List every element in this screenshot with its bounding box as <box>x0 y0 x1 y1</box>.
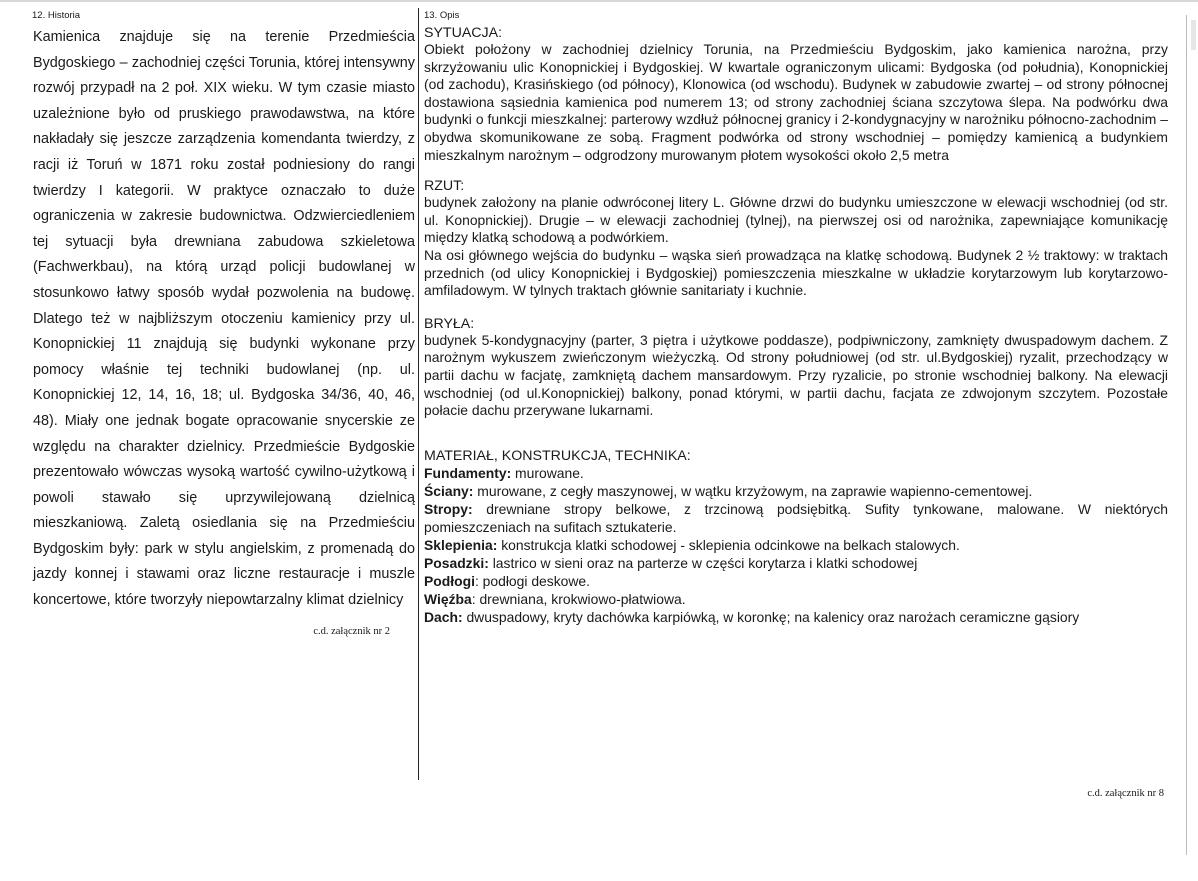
section-rzut <box>424 178 1168 300</box>
material-desc: konstrukcja klatki schodowej - sklepienia odcinkowe na belkach stalowych. <box>497 537 960 554</box>
section-text: budynek 5-kondygnacyjny (parter, 3 piętra i użytkowe poddasze), podpiwniczony, zamknięty dwuspadowym dachem. Z narożnym wykuszem zwieńczonym wieżyczką. Od strony południowej (od str. ul.Bydgoskiej) ryzalit, przechodzący w partii dachu w facjatę, zamkniętą dachem mansardowym. Przy ryzalicie, po stronie wschodniej balkony. Na elewacji wschodniej (od ul.Konopnickiej) balkony, ponad którymi, w partii dachu, facjata ze zdwojonym szczytem. Pozostałe połacie dachu przerywane lukarnami. <box>424 331 1168 419</box>
column-divider <box>418 8 419 780</box>
material-term: Posadzki: <box>424 555 489 572</box>
material-desc: : drewniana, krokwiowo-płatwiowa. <box>471 591 686 608</box>
material-row <box>424 500 1168 536</box>
material-row <box>424 464 1168 482</box>
material-row <box>424 482 1168 500</box>
material-desc: murowane. <box>511 464 584 481</box>
material-row <box>424 590 1168 608</box>
section-heading: MATERIAŁ, KONSTRUKCJA, TECHNIKA: <box>424 447 691 464</box>
section-text: budynek założony na planie odwróconej litery L. Główne drzwi do budynku umieszczone w elewacji wschodniej (od str. ul. Konopnickiej). Drugie – w elewacji zachodniej (tylnej), na pierwszej osi od narożnika, zapewniające komunikację między klatką schodową a podwórkiem. <box>424 194 1168 246</box>
history-label: 12. Historia <box>32 10 81 21</box>
section-sytuacja <box>424 25 1168 164</box>
description-column <box>424 10 1168 627</box>
description-footer-note: c.d. załącznik nr 8 <box>1087 788 1164 799</box>
material-term: Więźba <box>424 591 472 608</box>
material-row <box>424 572 1168 590</box>
material-term: Sklepienia: <box>424 537 498 554</box>
history-column <box>33 10 415 637</box>
material-desc: dwuspadowy, kryty dachówka karpiówką, w koronkę; na kalenicy oraz narożach ceramiczne gąsiory <box>462 609 1080 626</box>
material-term: Dach: <box>424 609 463 626</box>
section-material <box>424 448 1168 627</box>
material-desc: murowane, z cegły maszynowej, w wątku krzyżowym, na zaprawie wapienno-cementowej. <box>473 482 1033 499</box>
material-row <box>424 554 1168 572</box>
section-heading: RZUT: <box>424 178 465 195</box>
description-label: 13. Opis <box>424 10 460 21</box>
material-desc: lastrico w sieni oraz na parterze w części korytarza i klatki schodowej <box>488 555 918 572</box>
material-term: Fundamenty: <box>424 464 512 481</box>
section-text: Na osi głównego wejścia do budynku – wąska sień prowadząca na klatkę schodową. Budynek 2 ½ traktowy: w traktach przednich (od ulicy Konopnickiej i Bydgoskiej) pomieszczenia mieszkalne w układzie korytarzowym lub korytarzowo-amfiladowym. W tylnych traktach głównie sanitariaty i kuchnie. <box>424 246 1168 299</box>
page-edge-line <box>1186 15 1187 855</box>
material-desc: drewniane stropy belkowe, z trzcinową podsiębitką. Sufity tynkowane, malowane. W niektórych pomieszczeniach na sufitach sztukaterie. <box>424 500 1168 535</box>
section-bryla <box>424 316 1168 420</box>
scan-mark <box>1191 20 1196 50</box>
section-text: Obiekt położony w zachodniej dzielnicy Torunia, na Przedmieściu Bydgoskim, jako kamienica narożna, przy skrzyżowaniu ulic Konopnickiej i Bydgoskiej. W kwartale ograniczonym ulicami: Bydgoska (od południa), Konopnickiej (od zachodu), Krasińskiego (od północy), Klonowica (od wschodu). Budynek w zabudowie zwartej – od strony północnej dostawiona sąsiednia kamienica pod numerem 13; od strony zachodniej ściana szczytowa ślepa. Na podwórku dwa budynki o funkcji mieszkalnej: parterowy wzdłuż północnej granicy i 2-kondygnacyjny w narożniku północno-zachodnim – obydwa skomunikowane ze sobą. Fragment podwórka od strony wschodniej – pomiędzy kamienicą a budynkiem mieszkalnym narożnym – odgrodzony murowanym płotem wysokości około 2,5 metra <box>424 41 1168 163</box>
section-heading: SYTUACJA: <box>424 25 503 41</box>
material-term: Stropy: <box>424 500 473 517</box>
material-term: Podłogi <box>424 573 475 590</box>
material-row <box>424 536 1168 554</box>
history-footer-note: c.d. załącznik nr 2 <box>313 625 390 637</box>
material-term: Ściany: <box>424 482 474 499</box>
history-text: Kamienica znajduje się na terenie Przedmieścia Bydgoskiego – zachodniej części Torunia, której intensywny rozwój przypadł na 2 poł. XIX wieku. W tym czasie miasto uzależnione było od pruskiego prawodawstwa, na które nakładały się jeszcze zarządzenia komendanta twierdzy, z racji iż Toruń w 1871 roku został podniesiony do rangi twierdzy I kategorii. W praktyce oznaczało to duże ograniczenia w zakresie budownictwa. Odzwierciedleniem tej sytuacji była drewniana zabudowa szkieletowa (Fachwerkbau), na którą urząd policji budowlanej w stosunkowo łatwy sposób wydał pozwolenia na budowę. Dlatego też w najbliższym otoczeniu kamienicy przy ul. Konopnickiej 11 znajdują się budynki wykonane przy pomocy właśnie tej techniki budowlanej (np. ul. Konopnickiej 12, 14, 16, 18; ul. Bydgoska 34/36, 40, 46, 48). Miały one jednak bogate opracowanie snycerskie ze względu na charakter dzielnicy. Przedmieście Bydgoskie prezentowało wówczas wysoką wartość cywilno-użytkową i powoli stawało się uprzywilejowaną dzielnicą mieszkaniową. Zaletą osiedlania się na Przedmieściu Bydgoskim były: park w stylu angielskim, z promenadą do jazdy konnej i stawami oraz liczne restauracje i muszle koncertowe, które tworzyły niepowtarzalny klimat dzielnicy <box>33 29 415 609</box>
material-desc: : podłogi deskowe. <box>474 573 590 590</box>
section-heading: BRYŁA: <box>424 315 475 332</box>
material-row <box>424 608 1168 626</box>
